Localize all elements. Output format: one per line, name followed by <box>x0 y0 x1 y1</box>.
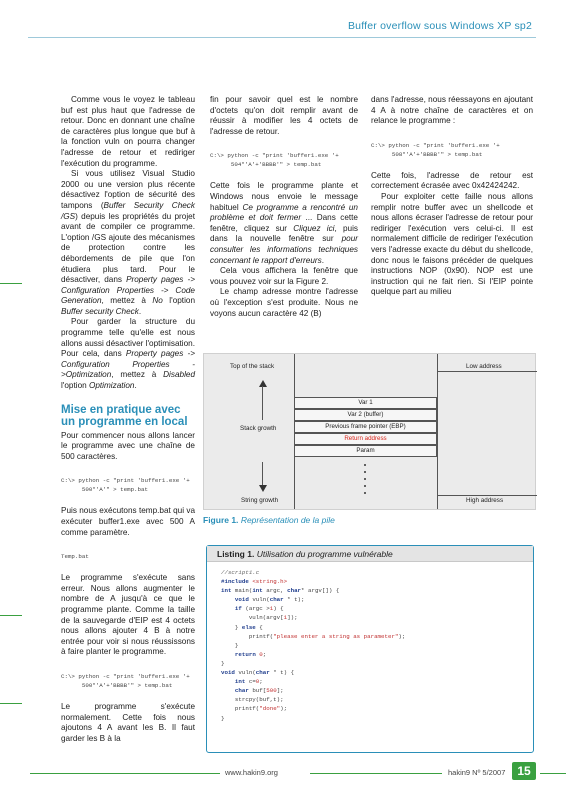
code-listing <box>206 545 534 753</box>
top-of-stack-label: Top of the stack <box>230 363 275 370</box>
section-title: Mise en pratique avec un programme en local <box>61 403 188 429</box>
page-number: 15 <box>512 762 536 780</box>
high-address-label: High address <box>466 497 504 504</box>
footer-rule <box>540 773 566 774</box>
footer-rule <box>310 773 442 774</box>
string-growth-label: String growth <box>241 497 279 504</box>
paragraph: Cette fois le programme plante et Windows nous envoie le message habituel Ce programme a rencontré un problème et doit fermer ... Dans cette fenêtre, cliquez sur Cliquez ici, puis dans la nouvelle fenêtre sur pour consulter les informations techniques concernant le rapport d'erreurs. <box>210 181 359 265</box>
paragraph: Pour exploiter cette faille nous allons remplir notre buffer avec un shellcode et nous allons écraser l'adresse de retour pour rediriger l'exécution vers celui-ci. Il est normalement difficile de rediriger l'exécution vers l'adresse exacte du début du shellcode, donc nous le faisons précéder de quelques instructions NOP (0x90). NOP est une instruction qui ne fait rien. Si l'EIP pointe quelque part au milieu <box>371 191 533 297</box>
paragraph: Cette fois, l'adresse de retour est correctement écrasée avec 0x42424242. <box>371 170 533 191</box>
paragraph: Pour garder la structure du programme telle qu'elle est nous allons aussi désactiver l'optimisation. Pour cela, dans Property pages -> Configuration Properties ->Optimization, mettez à Disabled l'option Optimization. <box>61 317 196 391</box>
stack-growth-label: Stack growth <box>240 425 277 432</box>
stack-figure <box>203 353 536 510</box>
low-address-label: Low address <box>466 363 502 370</box>
margin-mark <box>0 615 22 616</box>
ellipsis-dot <box>364 464 366 466</box>
stack-slot-return-address: Return address <box>294 433 437 445</box>
stack-slot-ebp: Previous frame pointer (EBP) <box>294 421 437 433</box>
margin-mark <box>0 703 22 704</box>
code-snippet: Temp.bat <box>61 553 89 561</box>
ellipsis-dot <box>364 478 366 480</box>
paragraph: Si vous utilisez Visual Studio 2000 ou une version plus récente désactivez l'option de sécurité des tampons (Buffer Security Check /GS) depuis les propriétés du projet avant de compiler ce programme. L'option /GS ajoute des mécanismes de protection contre les débordements de pile que l'on étudiera plus tard. Pour le désactiver, dans Property pages -> Configuration Properties -> Code Generation, mettez à No l'option Buffer security Check. <box>61 169 195 316</box>
string-growth-arrow <box>262 462 263 486</box>
stack-slot-param: Param <box>294 445 437 457</box>
paragraph: Cela vous affichera la fenêtre que vous pouvez voir sur la Figure 2. <box>210 266 358 286</box>
footer-website: www.hakin9.org <box>225 768 278 777</box>
column-3 <box>371 95 533 298</box>
ellipsis-dot <box>364 485 366 487</box>
footer-rule <box>30 773 220 774</box>
code-snippet: C:\> python -c "print 'buffer1.exe '+ 500*'A'+'BBBB'" > temp.bat <box>61 672 190 689</box>
ellipsis-dot <box>364 492 366 494</box>
column-1 <box>61 95 195 744</box>
stack-right-border <box>437 354 438 509</box>
low-address-line <box>437 371 537 372</box>
paragraph: Pour commencer nous allons lancer le programme avec une chaîne de 500 caractères. <box>61 430 195 461</box>
paragraph: Comme vous le voyez le tableau buf est plus haut que l'adresse de retour. Donc en donnant une chaîne de caractères plus longue que buf à la fonction vuln on pourra changer l'adresse de retour et rediriger l'exécution du programme. <box>61 95 195 168</box>
ellipsis-dot <box>364 471 366 473</box>
margin-mark <box>0 283 22 284</box>
running-header: Buffer overflow sous Windows XP sp2 <box>347 20 532 32</box>
code-snippet: C:\> python -c "print 'buffer1.exe '+ 504*'A'+'BBBB'" > temp.bat <box>210 152 339 169</box>
stack-growth-arrow <box>262 386 263 420</box>
arrow-down-icon <box>259 485 267 492</box>
paragraph: Le programme s'exécute normalement. Cette fois nous ajoutons 4 A avant les B. Il faut garder les B à la <box>61 701 195 743</box>
paragraph: dans l'adresse, nous réessayons en ajoutant 4 A à notre chaîne de caractères et on relance le programme : <box>371 95 533 126</box>
paragraph: Le champ adresse montre l'adresse où l'exception s'est produite. Nous ne voyons aucun caractère 42 (B) <box>210 287 358 318</box>
paragraph: Le programme s'exécute sans erreur. Nous allons augmenter le nombre de A jusqu'à ce que le programme plante. Comme la taille de la sauvegarde d'EIP est 4 octets nous allons ajouter 4 B à notre entrée pour voir si nous réussissons à faire planter le programme. <box>61 573 195 657</box>
code-snippet: C:\> python -c "print 'buffer1.exe '+ 500*'A'" > temp.bat <box>61 477 190 494</box>
listing-code: //script1.c #include <string.h> int main(int argc, char* argv[]) { void vuln(char * t); if (argc >1) { vuln(argv[1]); } else { printf("please enter a string as parameter"); } return 0; } void vuln(char * t) { int c=0; char buf[500]; strcpy(buf,t); printf("done"); } <box>221 569 406 722</box>
header-rule <box>28 37 536 38</box>
listing-header: Listing 1. Utilisation du programme vulnérable <box>207 546 533 562</box>
high-address-line <box>437 495 537 496</box>
footer-issue: hakin9 Nº 5/2007 <box>448 768 506 777</box>
paragraph: fin pour savoir quel est le nombre d'octets qu'on doit remplir avant de réussir à modifier les 4 octets de l'adresse de retour. <box>210 95 358 136</box>
stack-slot-var2: Var 2 (buffer) <box>294 409 437 421</box>
code-snippet: C:\> python -c "print 'buffer1.exe '+ 508*'A'+'BBBB'" > temp.bat <box>371 141 500 158</box>
arrow-up-icon <box>259 380 267 387</box>
stack-slot-var1: Var 1 <box>294 397 437 409</box>
paragraph: Puis nous exécutons temp.bat qui va exécuter buffer1.exe avec 500 A comme paramètre. <box>61 506 195 537</box>
column-2 <box>210 95 358 319</box>
figure-caption: Figure 1. Représentation de la pile <box>203 515 335 525</box>
